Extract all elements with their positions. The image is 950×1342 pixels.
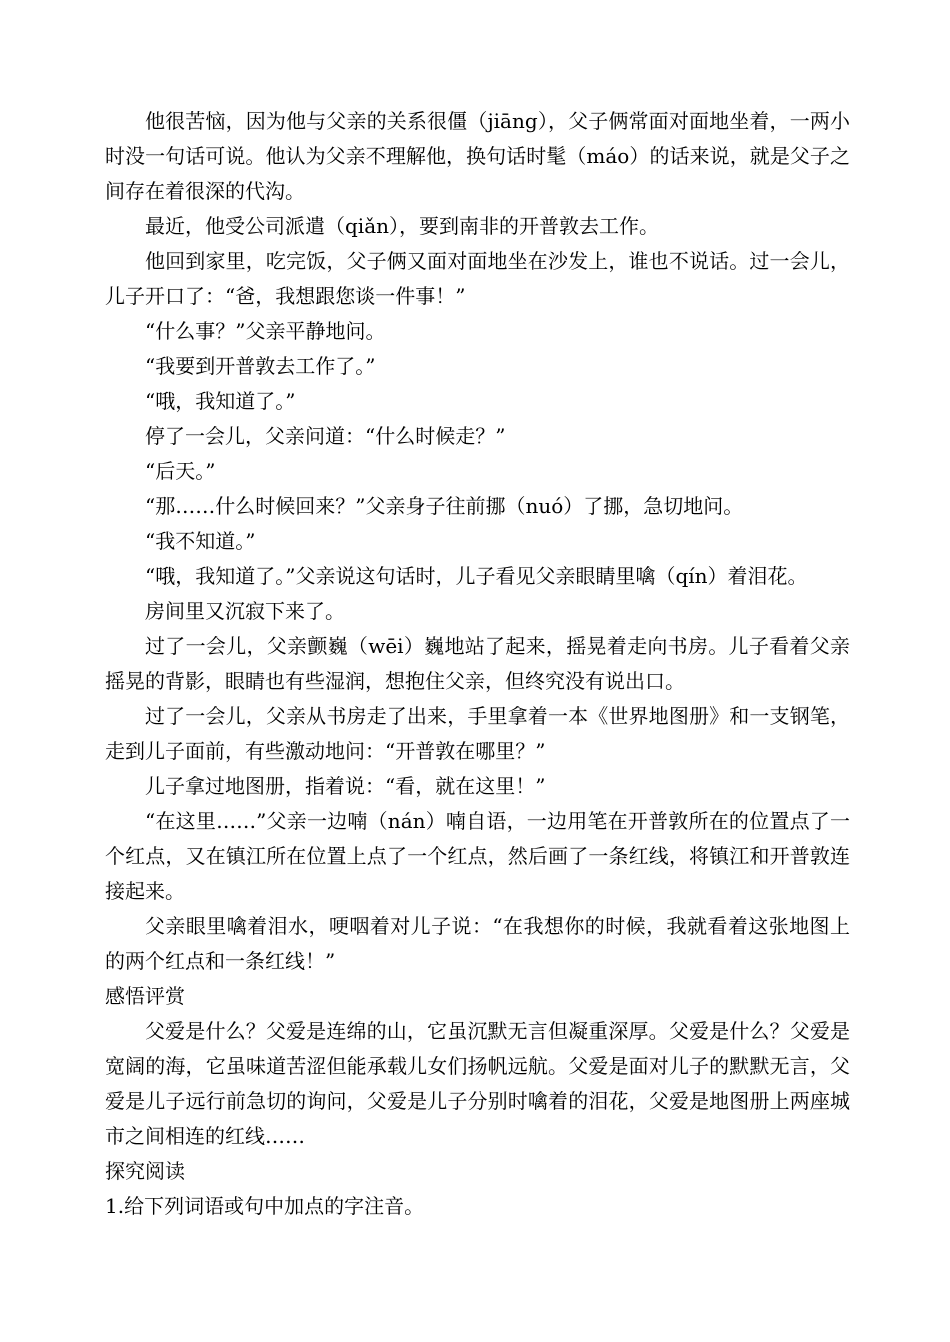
- exploration-heading: 探究阅读: [105, 1159, 185, 1183]
- story-paragraph-5: “我要到开普敦去工作了。”: [145, 354, 376, 378]
- story-paragraph-15: 儿子拿过地图册，指着说：“看，就在这里！”: [145, 774, 546, 798]
- story-paragraph-1: 他很苦恼，因为他与父亲的关系很僵（jiāng），父子俩常面对面地坐着，一两小时没一句话可说。他认为父亲不理解他，换句话时髦（máo）的话来说，就是父子之间存在着很深的代沟。: [105, 109, 850, 203]
- document-page: [105, 104, 850, 1224]
- story-paragraph-3: 他回到家里，吃完饭，父子俩又面对面地坐在沙发上，谁也不说话。过一会儿，儿子开口了：“爸，我想跟您谈一件事！”: [105, 249, 850, 308]
- story-paragraph-16: “在这里……”父亲一边喃（nán）喃自语，一边用笔在开普敦所在的位置点了一个红点，又在镇江所在位置上点了一个红点，然后画了一条红线，将镇江和开普敦连接起来。: [105, 809, 850, 903]
- story-paragraph-13: 过了一会儿，父亲颤巍（wēi）巍地站了起来，摇晃着走向书房。儿子看着父亲摇晃的背影，眼睛也有些湿润，想抱住父亲，但终究没有说出口。: [105, 634, 850, 693]
- story-paragraph-14: 过了一会儿，父亲从书房走了出来，手里拿着一本《世界地图册》和一支钢笔，走到儿子面前，有些激动地问：“开普敦在哪里？”: [105, 704, 850, 763]
- story-paragraph-7: 停了一会儿，父亲问道：“什么时候走？”: [145, 424, 506, 448]
- question-1: 1.给下列词语或句中加点的字注音。: [105, 1194, 425, 1218]
- appreciation-heading: 感悟评赏: [105, 984, 185, 1008]
- story-paragraph-6: “哦，我知道了。”: [145, 389, 296, 413]
- story-paragraph-2: 最近，他受公司派遣（qiǎn），要到南非的开普敦去工作。: [145, 214, 660, 238]
- story-paragraph-11: “哦，我知道了。”父亲说这句话时，儿子看见父亲眼睛里噙（qín）着泪花。: [145, 564, 808, 588]
- story-paragraph-4: “什么事？”父亲平静地问。: [145, 319, 386, 343]
- story-paragraph-8: “后天。”: [145, 459, 216, 483]
- story-paragraph-10: “我不知道。”: [145, 529, 256, 553]
- appreciation-text: 父爱是什么？父爱是连绵的山，它虽沉默无言但凝重深厚。父爱是什么？父爱是宽阔的海，它虽味道苦涩但能承载儿女们扬帆远航。父爱是面对儿子的默默无言，父爱是儿子远行前急切的询问，父爱是儿子分别时噙着的泪花，父爱是地图册上两座城市之间相连的红线……: [105, 1019, 850, 1148]
- story-paragraph-9: “那……什么时候回来？”父亲身子往前挪（nuó）了挪，急切地问。: [145, 494, 744, 518]
- story-paragraph-17: 父亲眼里噙着泪水，哽咽着对儿子说：“在我想你的时候，我就看着这张地图上的两个红点和一条红线！”: [105, 914, 850, 973]
- story-paragraph-12: 房间里又沉寂下来了。: [145, 599, 345, 623]
